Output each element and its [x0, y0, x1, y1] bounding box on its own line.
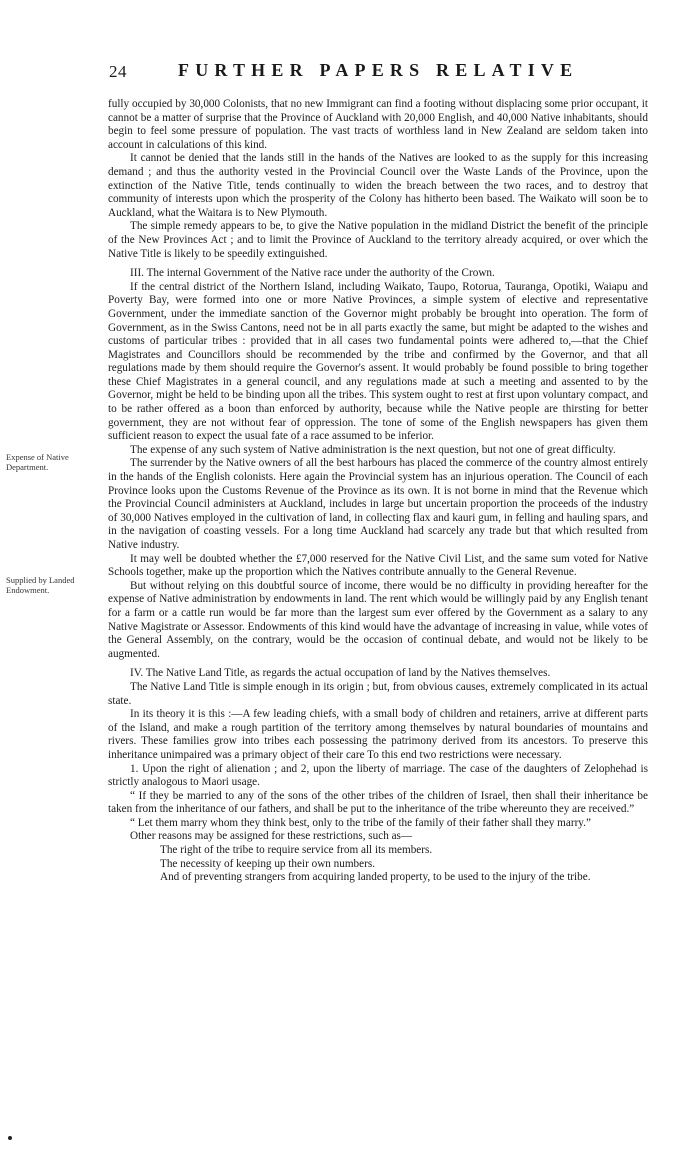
margin-note-expense: Expense of Native Department. [6, 452, 69, 472]
paragraph: But without relying on this doubtful source of income, there would be no difficulty in providing hereafter for the expense of Native administration by endowments in land. The rent which would be willingly paid by any English tenant for a farm or a cattle run would be far more than the largest sum ever offered by the Government as a salary to any Native Magistrate or Assessor. Endowments of this kind would have the advantage of increasing in value, while votes of the General Assembly, on the contrary, would be the occasion of continual debate, and would not be likely to be augmented. [108, 579, 648, 660]
quotation: “ If they be married to any of the sons of the other tribes of the children of Israel, then shall their inheritance be taken from the inheritance of our fathers, and shall be put to the inheritance of the tribe whereunto they are received.” [108, 789, 648, 816]
list-item: The necessity of keeping up their own numbers. [160, 857, 375, 870]
paragraph: The Native Land Title is simple enough in its origin ; but, from obvious causes, extremely complicated in its actual state. [108, 680, 648, 707]
margin-note-endowment: Supplied by Landed Endowment. [6, 575, 75, 595]
body-text [108, 98, 648, 885]
quotation: “ Let them marry whom they think best, only to the tribe of the family of their father shall they marry.” [130, 816, 591, 829]
paragraph: If the central district of the Northern Island, including Waikato, Taupo, Rotorua, Tauranga, Opotiki, Waiapu and Poverty Bay, were formed into one or more Native Provinces, a simple system of elective and representative Government, under the immediate sanction of the Governor might probably be brought into operation. The form of Government, as in the Swiss Cantons, need not be in all parts exactly the same, but might be adapted to the wishes and customs of particular tribes : provided that in all cases two fundamental points were adhered to,—that the Chief Magistrates and Councillors should be recommended by the tribe and confirmed by the Governor, and that all regulations made by them should require the Governor's assent. It would probably be found possible to bring together these Chief Magistrates in a general council, and any regulations made at such a meeting and assented to by the Governor, might be held to be binding upon all the tribes. This system ought to rest at first upon voluntary compact, and to be rather offered as a boon than enforced by authority, because while the Native people are thirsting for better government, they are not without fear of oppression. The tone of some of the English newspapers has given them sufficient reason to expect the usual fate of a race assumed to be inferior. [108, 280, 648, 443]
paragraph: It may well be doubted whether the £7,000 reserved for the Native Civil List, and the same sum voted for Native Schools together, make up the proportion which the Natives contribute annually to the General Revenue. [108, 552, 648, 579]
section-heading-iii: III. The internal Government of the Native race under the authority of the Crown. [130, 267, 495, 280]
running-head: FURTHER PAPERS RELATIVE [178, 60, 579, 80]
section-heading-iv: IV. The Native Land Title, as regards the actual occupation of land by the Natives themselves. [130, 667, 551, 680]
paragraph: In its theory it is this :—A few leading chiefs, with a small body of children and retainers, arrive at different parts of the Island, and make a rough partition of the territory among themselves by natural boundaries of mountains and rivers. These families grow into tribes each possessing the patrimony derived from its ancestors. To preserve this inheritance unimpaired was a primary object of their care To this end two restrictions were necessary. [108, 708, 648, 761]
paragraph: 1. Upon the right of alienation ; and 2, upon the liberty of marriage. The case of the daughters of Zelophehad is strictly analogous to Maori usage. [108, 762, 648, 789]
page-number: 24 [109, 62, 127, 81]
paragraph: The surrender by the Native owners of all the best harbours has placed the commerce of the country almost entirely in the hands of the English colonists. Here again the Provincial system has an injurious operation. The Council of each Province looks upon the Customs Revenue of the Province as its own. It is not borne in mind that the Revenue which the Provincial Council administers at Auckland, includes in large but uncertain proportion the proceeds of the industry of 30,000 Natives employed in the cultivation of land, in collecting flax and kauri gum, in felling and hauling spars, and in the navigation of coasting vessels. For a long time Auckland had scarcely any trade but that which resulted from Native industry. [108, 457, 648, 551]
paragraph: It cannot be denied that the lands still in the hands of the Natives are looked to as the supply for this increasing demand ; and thus the authority vested in the Provincial Council over the Waste Lands of the Province, upon the extinction of the Native Title, tends continually to widen the breach between the two races, and to destroy that community of interests upon which the prosperity of the Colony has hitherto been based. The Waikato will soon be to Auckland, what the Waitara is to New Plymouth. [108, 152, 648, 219]
list-item: And of preventing strangers from acquiring landed property, to be used to the injury of the tribe. [160, 871, 591, 884]
paragraph: fully occupied by 30,000 Colonists, that no new Immigrant can find a footing without displacing some prior occupant, it cannot be a matter of surprise that the Province of Auckland with 20,000 English, and 40,000 Native inhabitants, should begin to feel some pressure of population. The vast tracts of worthless land in New Zealand are seldom taken into account in calculations of this kind. [108, 98, 648, 151]
list-item: The right of the tribe to require service from all its members. [160, 844, 433, 857]
paragraph: The expense of any such system of Native administration is the next question, but not one of great difficulty. [130, 443, 616, 456]
page-mark [8, 1136, 12, 1140]
paragraph: The simple remedy appears to be, to give the Native population in the midland District the benefit of the principle of the New Provinces Act ; and to limit the Province of Auckland to the territory already acquired, or over which the Native Title is likely to be speedily extinguished. [108, 220, 648, 260]
paragraph: Other reasons may be assigned for these restrictions, such as— [130, 830, 413, 843]
